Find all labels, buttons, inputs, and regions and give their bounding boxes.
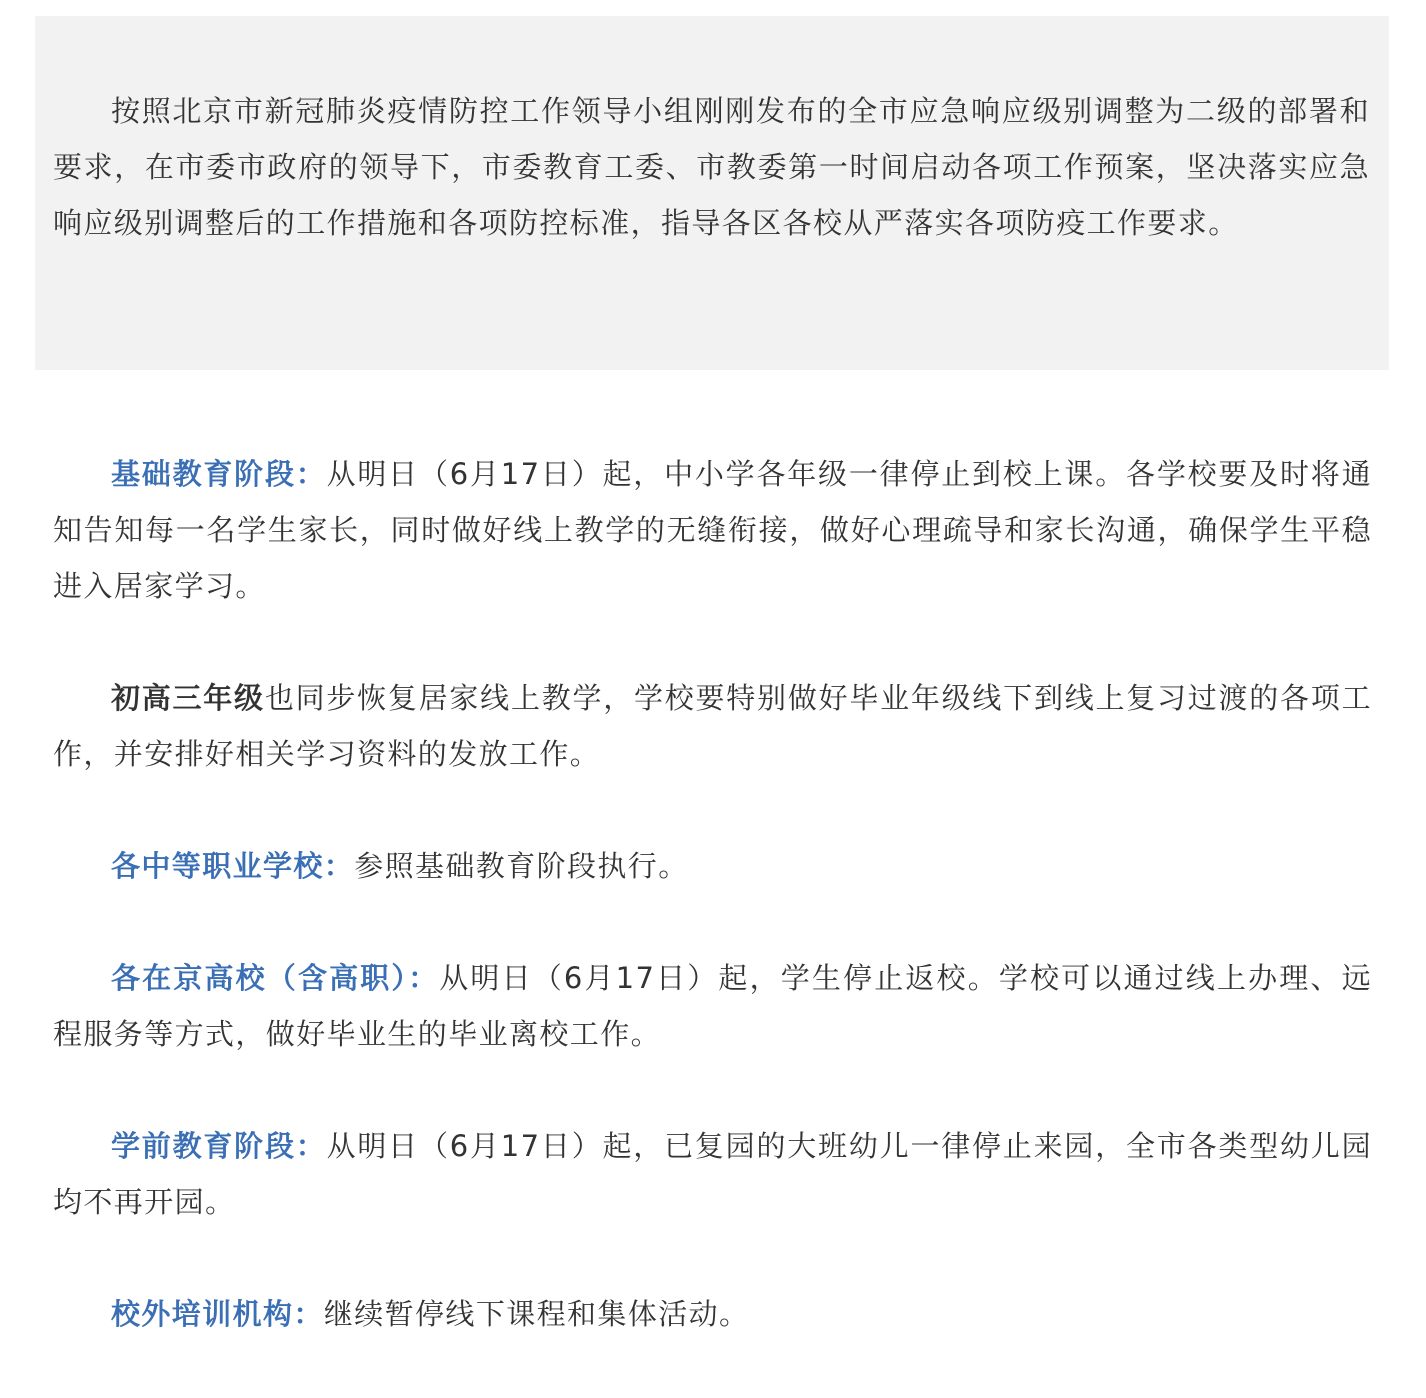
intro-box <box>35 16 1389 370</box>
section-label: 各中等职业学校： <box>111 849 355 883</box>
section-senior-grades <box>53 670 1372 782</box>
section-basic-education <box>53 446 1372 614</box>
section-text: 从明日（6月17日）起，已复园的大班幼儿一律停止来园，全市各类型幼儿园均不再开园。 <box>53 1129 1372 1219</box>
section-label: 基础教育阶段： <box>111 457 327 491</box>
section-text: 从明日（6月17日）起，学生停止返校。学校可以通过线上办理、远程服务等方式，做好毕业生的毕业离校工作。 <box>53 961 1372 1051</box>
section-training-institutions <box>53 1286 1372 1342</box>
section-text: 从明日（6月17日）起，中小学各年级一律停止到校上课。各学校要及时将通知告知每一名学生家长，同时做好线上教学的无缝衔接，做好心理疏导和家长沟通，确保学生平稳进入居家学习。 <box>53 457 1372 603</box>
article-body <box>53 446 1372 1398</box>
section-text: 参照基础教育阶段执行。 <box>354 849 689 883</box>
section-text: 也同步恢复居家线上教学，学校要特别做好毕业年级线下到线上复习过渡的各项工作，并安排好相关学习资料的发放工作。 <box>53 681 1372 771</box>
section-label: 初高三年级 <box>111 681 265 715</box>
section-text: 继续暂停线下课程和集体活动。 <box>323 1297 750 1331</box>
section-universities <box>53 950 1372 1062</box>
section-label: 各在京高校（含高职）： <box>111 961 440 995</box>
section-vocational-schools <box>53 838 1372 894</box>
section-label: 校外培训机构： <box>111 1297 324 1331</box>
section-label: 学前教育阶段： <box>111 1129 327 1163</box>
intro-paragraph: 按照北京市新冠肺炎疫情防控工作领导小组刚刚发布的全市应急响应级别调整为二级的部署和要求，在市委市政府的领导下，市委教育工委、市教委第一时间启动各项工作预案，坚决落实应急响应级别调整后的工作措施和各项防控标准，指导各区各校从严落实各项防疫工作要求。 <box>53 94 1370 240</box>
section-preschool <box>53 1118 1372 1230</box>
